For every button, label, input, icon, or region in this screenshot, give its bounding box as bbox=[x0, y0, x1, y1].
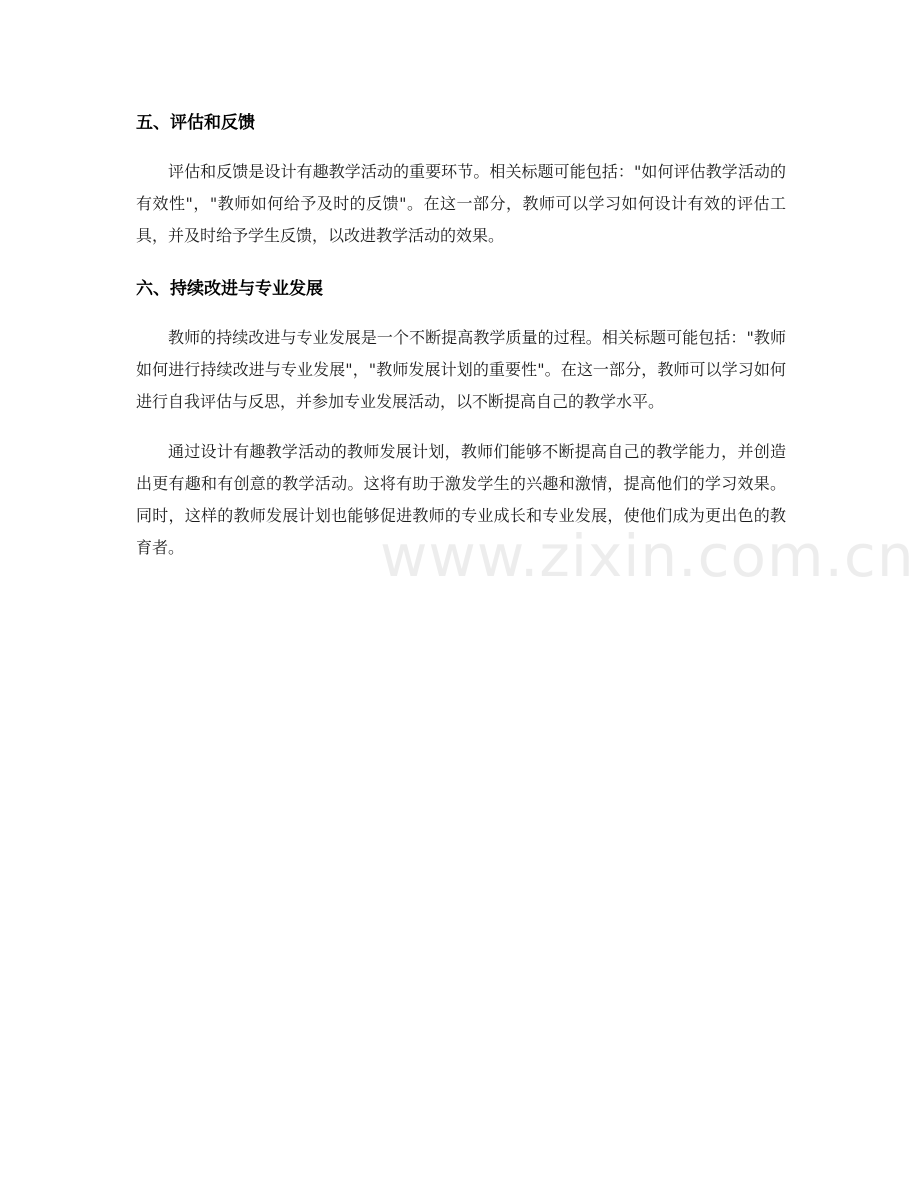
section-heading-evaluation: 五、评估和反馈 bbox=[136, 113, 255, 133]
conclusion-paragraph: 通过设计有趣教学活动的教师发展计划，教师们能够不断提高自己的教学能力，并创造出更有趣和有创意的教学活动。这将有助于激发学生的兴趣和激情，提高他们的学习效果。同时，这样的教师发展计划也能够促进教师的专业成长和专业发展，使他们成为更出色的教育者。 bbox=[136, 442, 786, 557]
spacer bbox=[136, 302, 786, 322]
watermark-text: www.zixin.com.cn bbox=[380, 522, 915, 590]
spacer bbox=[136, 252, 786, 270]
section-heading-improvement: 六、持续改进与专业发展 bbox=[136, 279, 323, 299]
section-paragraph-evaluation: 评估和反馈是设计有趣教学活动的重要环节。相关标题可能包括："如何评估教学活动的有效性"，"教师如何给予及时的反馈"。在这一部分，教师可以学习如何设计有效的评估工具，并及时给予学生反馈，以改进教学活动的效果。 bbox=[136, 162, 786, 245]
spacer bbox=[136, 136, 786, 156]
section-paragraph-improvement: 教师的持续改进与专业发展是一个不断提高教学质量的过程。相关标题可能包括："教师如何进行持续改进与专业发展"，"教师发展计划的重要性"。在这一部分，教师可以学习如何进行自我评估与反思，并参加专业发展活动，以不断提高自己的教学水平。 bbox=[136, 328, 786, 411]
spacer bbox=[136, 418, 786, 436]
document-body bbox=[136, 104, 786, 564]
